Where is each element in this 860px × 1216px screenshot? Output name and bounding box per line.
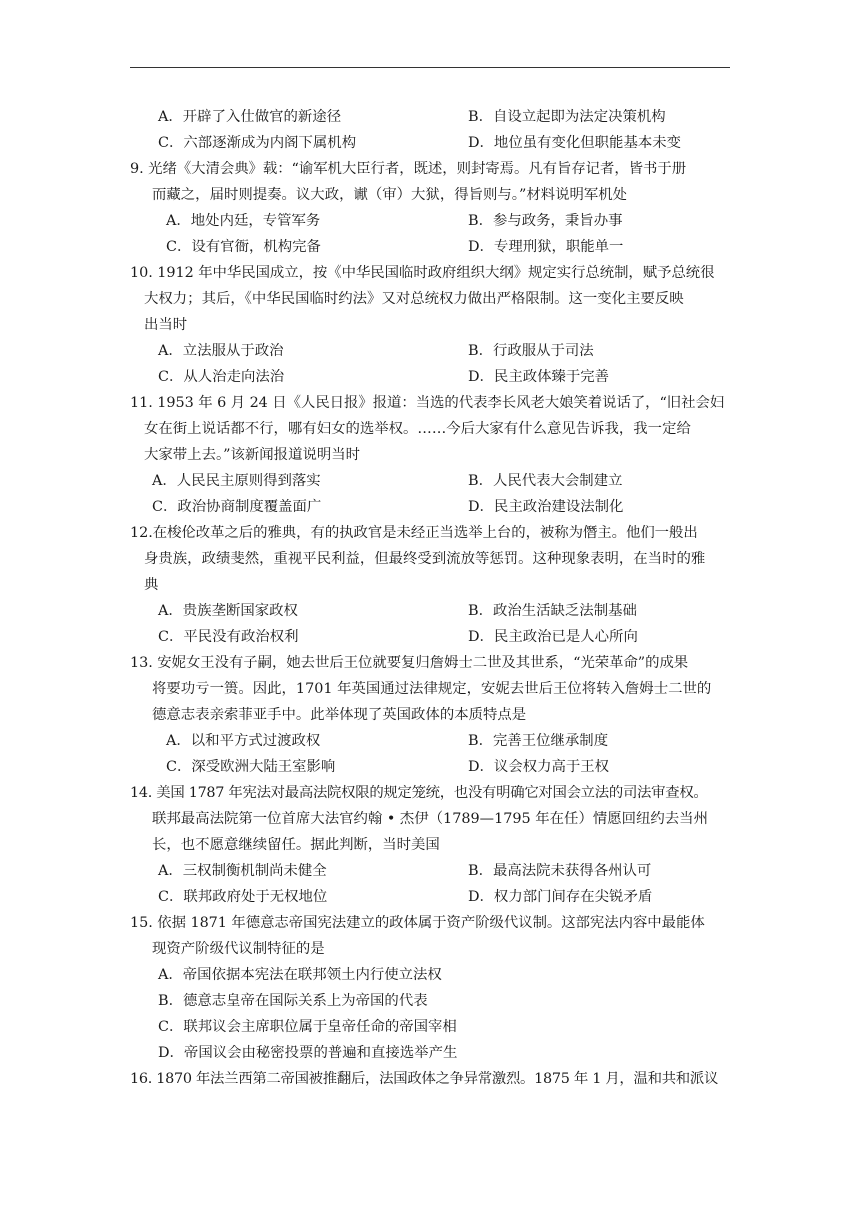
q14-option-a: A．三权制衡机制尚未健全 (158, 863, 327, 879)
q10-stem-line-3: 出当时 (144, 317, 188, 333)
q16-stem-line-1: 16. 1870 年法兰西第二帝国被推翻后，法国政体之争异常激烈。1875 年 1 月，温和共和派议 (130, 1071, 719, 1087)
q9-options-row-1 (130, 208, 730, 234)
q14-stem-line-1: 14. 美国 1787 年宪法对最高法院权限的规定笼统，也没有明确它对国会立法的司法审查权。 (130, 785, 708, 801)
q14-option-b: B．最高法院未获得各州认可 (468, 863, 652, 879)
q13-option-d: D．议会权力高于王权 (468, 759, 610, 775)
q10-option-a: A．立法服从于政治 (158, 343, 284, 359)
q10-option-c: C．从人治走向法治 (158, 369, 285, 385)
q14-stem-line-3: 长，也不愿意继续留任。据此判断，当时美国 (152, 837, 440, 853)
q14-stem-line-2: 联邦最高法院第一位首席大法官约翰 • 杰伊（1789—1795 年在任）情愿回纽约去当州 (152, 811, 708, 827)
q13-stem-line-3: 德意志表亲索菲亚手中。此举体现了英国政体的本质特点是 (152, 707, 527, 723)
q12-options-row-2 (130, 624, 730, 650)
q10-options-row-1 (130, 338, 730, 364)
q13-options-row-2 (130, 754, 730, 780)
q14-options-row-1 (130, 858, 730, 884)
q12-stem-line-2: 身贵族，政绩斐然，重视平民利益，但最终受到流放等惩罚。这种现象表明，在当时的雅 (144, 551, 706, 567)
q11-option-c: C．政治协商制度覆盖面广 (152, 499, 322, 515)
exam-page (130, 104, 730, 1092)
q11-option-d: D．民主政治建设法制化 (468, 499, 624, 515)
q13-stem-line-1: 13. 安妮女王没有子嗣，她去世后王位就要复归詹姆士二世及其世系，“光荣革命”的成果 (130, 655, 689, 671)
q12-option-a: A．贵族垄断国家政权 (158, 603, 298, 619)
q12-option-c: C．平民没有政治权利 (158, 629, 299, 645)
q12-option-b: B．政治生活缺乏法制基础 (468, 603, 637, 619)
q12-option-d: D．民主政治已是人心所向 (468, 629, 638, 645)
q14-options-row-2 (130, 884, 730, 910)
q11-option-b: B．人民代表大会制建立 (468, 473, 623, 489)
q11-options-row-2 (130, 494, 730, 520)
q15-option-c: C．联邦议会主席职位属于皇帝任命的帝国宰相 (158, 1019, 457, 1035)
q8-options-row-1 (130, 104, 730, 130)
q9-options-row-2 (130, 234, 730, 260)
q9-option-c: C．设有官衙，机构完备 (166, 239, 321, 255)
q10-stem-line-1: 10. 1912 年中华民国成立，按《中华民国临时政府组织大纲》规定实行总统制，赋予总统很 (130, 265, 715, 281)
q15-option-a: A．帝国依据本宪法在联邦领土内行使立法权 (158, 967, 442, 983)
q8-options-row-2 (130, 130, 730, 156)
q11-options-row-1 (130, 468, 730, 494)
q10-stem-line-2: 大权力；其后，《中华民国临时约法》又对总统权力做出严格限制。这一变化主要反映 (144, 291, 684, 307)
q11-stem-line-3: 大家带上去。”该新闻报道说明当时 (144, 447, 361, 463)
q10-option-b: B．行政服从于司法 (468, 343, 594, 359)
q9-option-d: D．专理刑狱，职能单一 (468, 239, 624, 255)
q8-option-a: A．开辟了入仕做官的新途径 (158, 109, 342, 125)
q13-options-row-1 (130, 728, 730, 754)
q15-stem-line-2: 现资产阶级代议制特征的是 (152, 941, 325, 957)
q13-stem-line-2: 将要功亏一篑。因此，1701 年英国通过法律规定，安妮去世后王位将转入詹姆士二世的 (152, 681, 712, 697)
q13-option-c: C．深受欧洲大陆王室影响 (166, 759, 336, 775)
q12-stem-line-3: 典 (144, 577, 159, 593)
q14-option-c: C．联邦政府处于无权地位 (158, 889, 328, 905)
q9-option-a: A．地处内廷，专管军务 (166, 213, 321, 229)
q15-option-b: B．德意志皇帝在国际关系上为帝国的代表 (158, 993, 428, 1009)
q9-option-b: B．参与政务，秉旨办事 (468, 213, 623, 229)
q9-stem-line-2: 而藏之，届时则提奏。议大政，谳（审）大狱，得旨则与。”材料说明军机处 (152, 187, 628, 203)
q15-option-d: D．帝国议会由秘密投票的普遍和直接选举产生 (158, 1045, 458, 1061)
q11-option-a: A．人民民主原则得到落实 (152, 473, 321, 489)
q8-option-d: D．地位虽有变化但职能基本未变 (468, 135, 682, 151)
q10-options-row-2 (130, 364, 730, 390)
q10-option-d: D．民主政体臻于完善 (468, 369, 610, 385)
q13-option-a: A．以和平方式过渡政权 (166, 733, 321, 749)
q8-option-b: B．自设立起即为法定决策机构 (468, 109, 666, 125)
q14-option-d: D．权力部门间存在尖锐矛盾 (468, 889, 653, 905)
q15-stem-line-1: 15. 依据 1871 年德意志帝国宪法建立的政体属于资产阶级代议制。这部宪法内容中最能体 (130, 915, 705, 931)
q11-stem-line-1: 11. 1953 年 6 月 24 日《人民日报》报道：当选的代表李长风老大娘笑着说话了，“旧社会妇 (130, 395, 725, 411)
q13-option-b: B．完善王位继承制度 (468, 733, 609, 749)
header-rule (130, 67, 730, 68)
q12-stem-line-1: 12.在梭伦改革之后的雅典，有的执政官是未经正当选举上台的，被称为僭主。他们一般出 (130, 525, 698, 541)
q8-option-c: C．六部逐渐成为内阁下属机构 (158, 135, 357, 151)
q12-options-row-1 (130, 598, 730, 624)
q9-stem-line-1: 9. 光绪《大清会典》载：“谕军机大臣行者，既述，则封寄焉。凡有旨存记者，皆书于册 (130, 161, 687, 177)
q11-stem-line-2: 女在街上说话都不行，哪有妇女的选举权。……今后大家有什么意见告诉我，我一定给 (144, 421, 691, 437)
